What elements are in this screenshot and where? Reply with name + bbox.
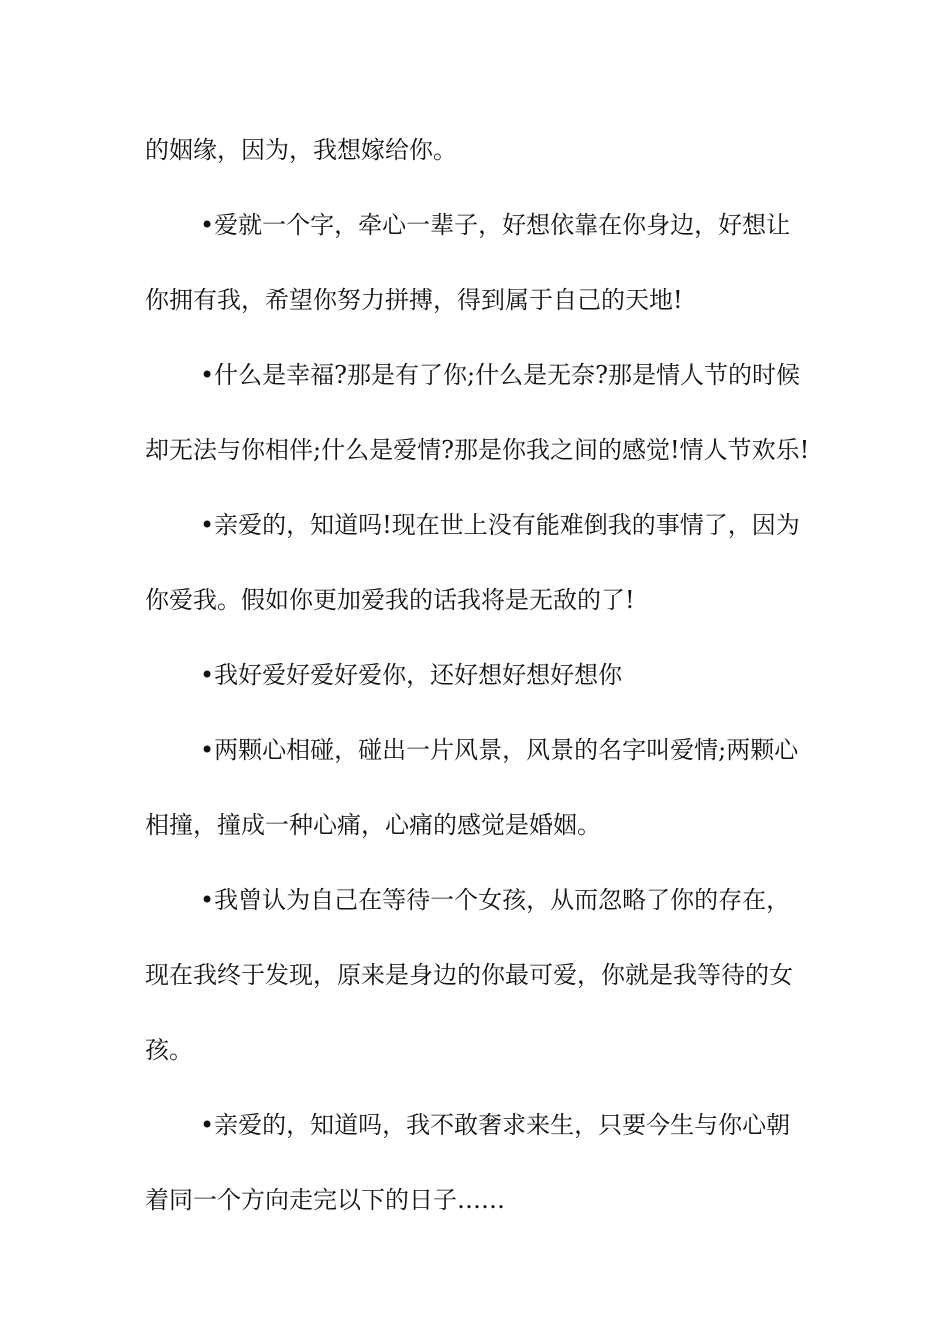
paragraph-line: 着同一个方向走完以下的日子…… [145,1186,505,1214]
paragraph-line: •亲爱的，知道吗!现在世上没有能难倒我的事情了，因为 [200,511,800,539]
paragraph-line: •什么是幸福?那是有了你;什么是无奈?那是情人节的时候 [200,361,800,389]
paragraph-line: 你爱我。假如你更加爱我的话我将是无敌的了! [145,586,635,614]
paragraph-line: •亲爱的，知道吗，我不敢奢求来生，只要今生与你心朝 [200,1111,791,1139]
paragraph-line: 你拥有我，希望你努力拼搏，得到属于自己的天地! [145,286,683,314]
paragraph-line: •两颗心相碰，碰出一片风景，风景的名字叫爱情;两颗心 [200,736,799,764]
paragraph-line: 孩。 [145,1036,193,1064]
paragraph-line: •我好爱好爱好爱你，还好想好想好想你 [200,661,623,689]
paragraph-line: 现在我终于发现，原来是身边的你最可爱，你就是我等待的女 [145,961,793,989]
paragraph-line: •我曾认为自己在等待一个女孩，从而忽略了你的存在， [200,886,791,914]
paragraph-line: 的姻缘，因为，我想嫁给你。 [145,136,457,164]
paragraph-line: 却无法与你相伴;什么是爱情?那是你我之间的感觉!情人节欢乐! [145,436,810,464]
paragraph-line: •爱就一个字，牵心一辈子，好想依靠在你身边，好想让 [200,211,791,239]
paragraph-line: 相撞，撞成一种心痛，心痛的感觉是婚姻。 [145,811,601,839]
